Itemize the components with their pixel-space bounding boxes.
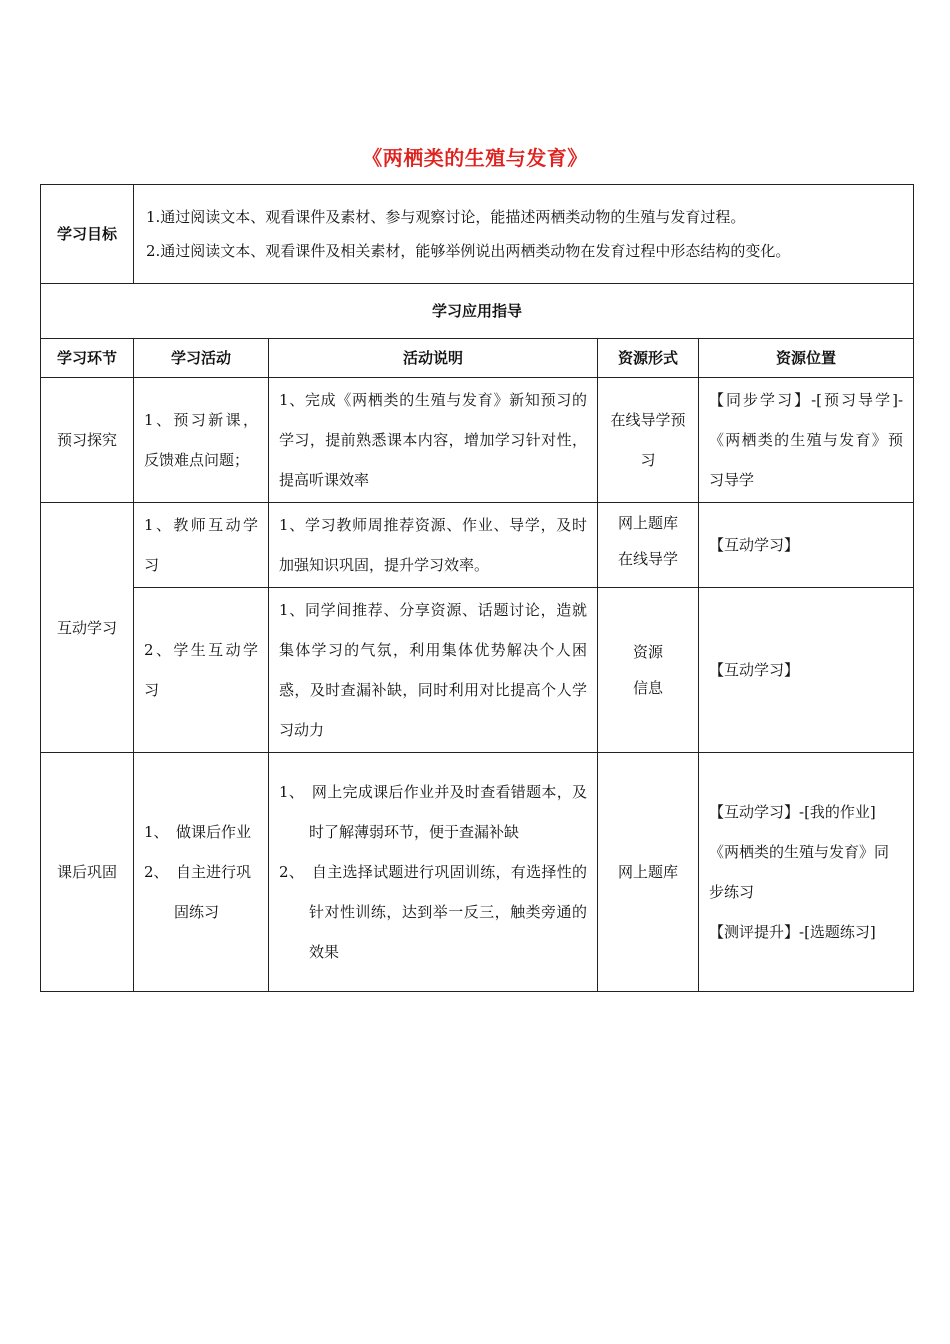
form-line: 在线导学 [617,550,678,568]
location-line: 【测评提升】-[选题练习] [709,923,876,941]
location-line: 【互动学习】-[我的作业]《两栖类的生殖与发育》同步练习 [709,803,890,901]
activity-cell [134,753,269,992]
activity-cell: 2、学生互动学习 [134,588,269,753]
header-location: 资源位置 [699,339,914,378]
guide-heading-row [41,284,914,339]
stage-cell: 互动学习 [41,503,134,753]
stage-cell: 课后巩固 [41,753,134,992]
location-cell: 【同步学习】-[预习导学]-《两栖类的生殖与发育》预习导学 [699,378,914,503]
table-row [41,378,914,503]
header-form: 资源形式 [598,339,699,378]
goal-item: 1.通过阅读文本、观看课件及素材、参与观察讨论，能描述两栖类动物的生殖与发育过程。 [146,208,746,226]
location-cell: 【互动学习】 [699,588,914,753]
table-row [41,503,914,588]
header-row [41,339,914,378]
list-item: 1、 网上完成课后作业并及时查看错题本，及时了解薄弱环节，便于查漏补缺 [279,783,587,841]
form-cell: 在线导学预习 [598,378,699,503]
table-row [41,753,914,992]
activity-cell: 1、教师互动学习 [134,503,269,588]
list-item: 2、 自主选择试题进行巩固训练，有选择性的针对性训练，达到举一反三，触类旁通的效果 [279,863,587,961]
list-item: 2、 自主进行巩固练习 [144,863,252,921]
location-cell: 【互动学习】 [699,503,914,588]
location-cell [699,753,914,992]
activity-cell: 1、预习新课，反馈难点问题； [134,378,269,503]
description-cell: 1、完成《两栖类的生殖与发育》新知预习的学习，提前熟悉课本内容，增加学习针对性，提高听课效率 [269,378,598,503]
goals-label: 学习目标 [41,185,134,284]
description-cell [269,753,598,992]
table-row [41,588,914,753]
header-stage: 学习环节 [41,339,134,378]
stage-cell: 预习探究 [41,378,134,503]
form-cell [598,503,699,588]
header-description: 活动说明 [269,339,598,378]
form-line: 资源 [632,643,663,661]
form-line: 网上题库 [617,514,678,532]
header-activity: 学习活动 [134,339,269,378]
description-cell: 1、同学间推荐、分享资源、话题讨论，造就集体学习的气氛，利用集体优势解决个人困惑，及时查漏补缺，同时利用对比提高个人学习动力 [269,588,598,753]
form-line: 信息 [632,679,663,697]
list-item: 1、 做课后作业 [144,823,252,841]
document-title: 《两栖类的生殖与发育》 [362,146,588,170]
goal-item: 2.通过阅读文本、观看课件及相关素材，能够举例说出两栖类动物在发育过程中形态结构的变化。 [146,242,791,260]
goals-content [134,185,914,284]
learning-guide-table [40,184,914,992]
form-cell [598,588,699,753]
form-cell: 网上题库 [598,753,699,992]
goals-row [41,185,914,284]
guide-heading: 学习应用指导 [41,284,914,339]
description-cell: 1、学习教师周推荐资源、作业、导学，及时加强知识巩固，提升学习效率。 [269,503,598,588]
